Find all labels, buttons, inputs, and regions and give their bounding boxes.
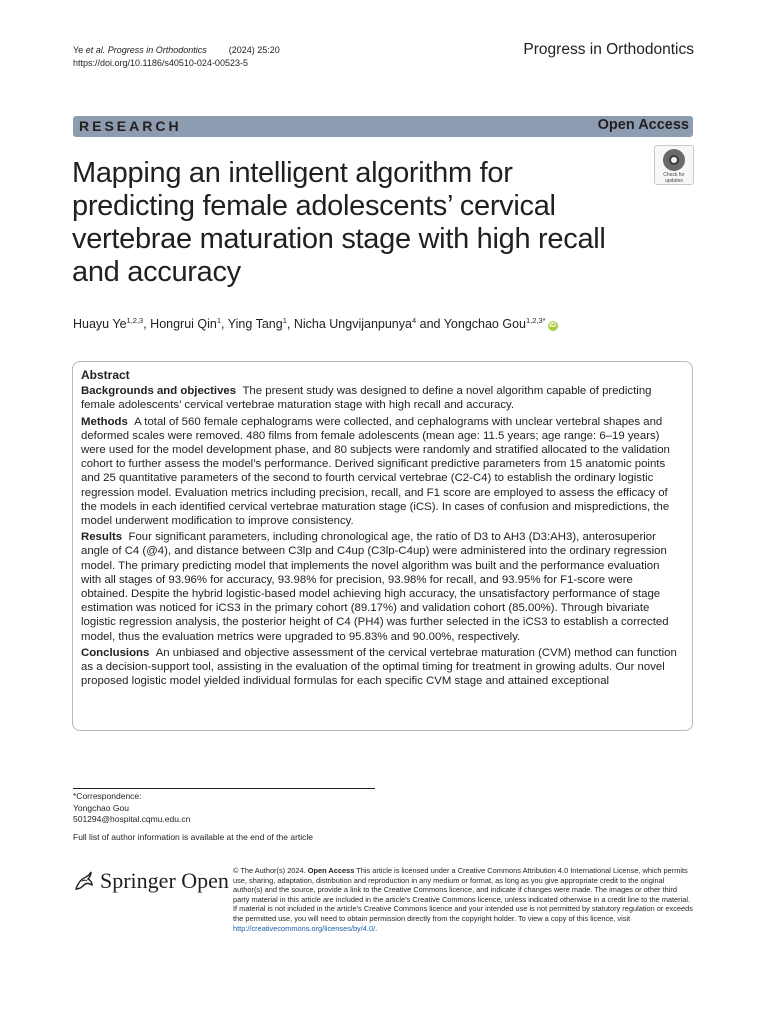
- author-affiliation: 1: [216, 316, 222, 325]
- abstract-section-conclusions: [81, 646, 681, 689]
- check-for-updates-badge[interactable]: [654, 145, 694, 185]
- section-text: The present study was designed to define a novel algorithm capable of predicting female adolescents’ cervical vertebrae maturation stage with high recall and accuracy.: [81, 385, 652, 412]
- updates-line2: updates: [665, 178, 683, 184]
- author-name[interactable]: Ying Tang: [227, 317, 283, 332]
- updates-icon: [663, 149, 685, 171]
- section-banner: [73, 116, 693, 137]
- abstract-section-results: [81, 530, 681, 644]
- author-separator: ,: [286, 317, 294, 332]
- author-affiliation: 1: [282, 316, 287, 325]
- correspondence-email[interactable]: 501294@hospital.cqmu.edu.cn: [73, 814, 191, 824]
- abstract-section-background: [81, 384, 681, 412]
- section-heading: Results: [81, 531, 123, 544]
- license-body: This article is licensed under a Creative Commons Attribution 4.0 International License, which permits use, sharing, adaptation, distribution and reproduction in any medium or format, as long as you give appropriate credit to the original author(s) and the source, provide a link to the Creative Commons licence, and indicate if changes were made. The images or other third party material in this article are included in the article’s Creative Commons licence, unless indicated otherwise in a credit line to the material. If material is not included in the article’s Creative Commons licence and your intended use is not permitted by statutory regulation or exceeds the permitted use, you will need to obtain permission directly from the copyright holder. To view a copy of this licence, visit: [233, 866, 693, 923]
- author-name[interactable]: Yongchao Gou: [443, 317, 526, 332]
- license-end: .: [375, 923, 378, 933]
- citation-line: [73, 44, 280, 57]
- full-list-note: Full list of author information is available at the end of the article: [73, 832, 314, 842]
- updates-text: [655, 172, 693, 184]
- author-affiliation: 1,2,3: [126, 316, 144, 325]
- author-separator: ,: [143, 317, 151, 332]
- citation-header: [73, 44, 280, 70]
- abstract-section-methods: [81, 415, 681, 529]
- citation-authors: Ye: [73, 45, 86, 55]
- author-affiliation: 4: [411, 316, 417, 325]
- orcid-icon[interactable]: iD: [549, 322, 557, 330]
- author-name[interactable]: Hongrui Qin: [150, 317, 217, 332]
- publisher-name: Springer: [100, 868, 176, 893]
- author-separator: ,: [221, 317, 228, 332]
- article-title: Mapping an intelligent algorithm for predicting female adolescents’ cervical vertebrae maturation stage with high recall and accuracy: [72, 157, 606, 288]
- license-text: [233, 866, 695, 933]
- journal-name: Progress in Orthodontics: [523, 41, 694, 58]
- publisher-wordmark: [100, 868, 229, 894]
- license-prefix: © The Author(s) 2024.: [233, 866, 306, 875]
- section-text: A total of 560 female cephalograms were collected, and cephalograms with unclear vertebral shapes and deformed scales were removed. 480 films from female adolescents (mean age: 11.5 years; age range: 6–19 years) were used for the model development phase, and 80 subjects were randomly and stratified allocated to the validation cohort to further assess the model’s performance. Derived significant predictive parameters from 15 anatomic points and 25 quantitative parameters of the second to fourth cervical vertebrae (C2-C4) to establish the ordinary logistic regression model. Evaluation metrics including precision, recall, and F1 score are employed to assess the efficacy of the models in each identified cervical vertebrae maturation stage (iCS). In cases of confusion and mispredictions, the model underwent modification to improve consistency.: [81, 415, 670, 528]
- license-link[interactable]: http://creativecommons.org/licenses/by/4.0/: [233, 923, 376, 933]
- section-heading: Backgrounds and objectives: [81, 385, 237, 398]
- correspondence: [73, 791, 190, 826]
- correspondence-name: Yongchao Gou: [73, 802, 129, 813]
- section-label: RESEARCH: [79, 118, 182, 134]
- author-name[interactable]: Huayu Ye: [73, 317, 127, 332]
- author-separator: and: [416, 317, 444, 332]
- author-name[interactable]: Nicha Ungvijanpunya: [293, 317, 412, 332]
- author-list: [73, 316, 558, 331]
- footnote-rule: [73, 788, 375, 789]
- abstract-box: [72, 361, 693, 731]
- publisher-suffix: Open: [181, 868, 229, 893]
- springer-horse-icon: [72, 869, 96, 893]
- section-heading: Conclusions: [81, 646, 150, 659]
- citation-year: (2024) 25:20: [228, 45, 280, 55]
- updates-line1: Check for: [663, 172, 685, 178]
- section-heading: Methods: [81, 415, 128, 428]
- correspondence-label: *Correspondence:: [73, 791, 142, 801]
- license-open-access: Open Access: [307, 866, 355, 875]
- section-text: Four significant parameters, including chronological age, the ratio of D3 to AH3 (D3:AH3), anterosuperior angle of C4 (@4), and distance between C3lp and C4up (C3lp-C4up) were administered into the ordinary regression model. The primary predicting model that implements the novel algorithm was built and the performance evaluation with all stages of 93.96% for accuracy, 93.98% for precision, 93.98% for recall, and 93.95% for F1-score were obtained. Despite the hybrid logistic-based model achieving high accuracy, the unsatisfactory performance of stage estimation was noticed for iCS3 in the primary cohort (89.17%) and validation cohort (85.00%). Through bivariate logistic regression analysis, the posterior height of C4 (PH4) was further selected in the iCS3 to establish a corrected model, thus the evaluation metrics were upgraded to 95.83% and 90.00%, respectively.: [81, 531, 669, 643]
- citation-journal: et al. Progress in Orthodontics: [85, 45, 207, 55]
- doi-link[interactable]: https://doi.org/10.1186/s40510-024-00523-5: [73, 58, 248, 68]
- abstract-heading: Abstract: [81, 368, 130, 382]
- open-access-label: Open Access: [597, 117, 689, 133]
- section-text: An unbiased and objective assessment of the cervical vertebrae maturation (CVM) method can function as a decision-support tool, assisting in the evaluation of the optimal timing for treatment in growing adults. Our novel proposed logistic model yielded individual formulas for each specific CVM stage and attained exceptional: [81, 646, 677, 688]
- author-affiliation: 1,2,3*: [525, 316, 546, 325]
